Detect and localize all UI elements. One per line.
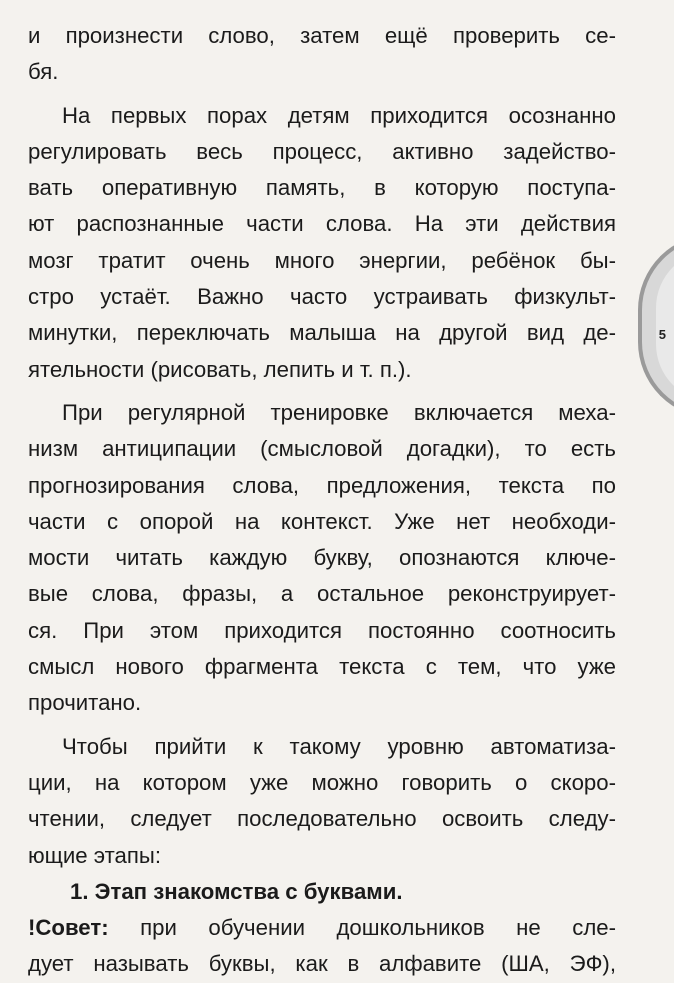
text-line: и произнести слово, затем ещё проверить се- (28, 23, 616, 48)
section-heading: 1. Этап знакомства с буквами. (70, 878, 403, 904)
text-line: вые слова, фразы, а остальное реконструирует- (28, 581, 616, 607)
text-line: стро устаёт. Важно часто устраивать физкульт- (28, 284, 616, 310)
text-line: мозг тратит очень много энергии, ребёнок бы- (28, 247, 616, 273)
page-tab (638, 234, 674, 418)
text-line: ции, на котором уже можно говорить о скоро- (28, 769, 616, 795)
text-line: чтении, следует последовательно освоить следу- (28, 806, 616, 832)
text-line: регулировать весь процесс, активно задейство- (28, 138, 616, 164)
page-tab-inner (656, 250, 674, 402)
tip-label: !Совет: (28, 915, 109, 941)
text-line: низм антиципации (смысловой догадки), то есть (28, 436, 616, 462)
text-line: прогнозирования слова, предложения, текста по (28, 472, 616, 498)
text-line: бя. (28, 59, 59, 85)
tip-text: при обучении дошкольников не сле- (108, 915, 616, 941)
tip-line: дует называть буквы, как в алфавите (ША, ЭФ), (28, 951, 616, 977)
text-line: вать оперативную память, в которую поступа- (28, 175, 616, 201)
text-line: ятельности (рисовать, лепить и т. п.). (28, 356, 412, 382)
text-line: ющие этапы: (28, 842, 162, 868)
page-number: 5 (658, 327, 666, 342)
text-line: При регулярной тренировке включается меха- (62, 399, 616, 425)
text-line: На первых порах детям приходится осознанно (62, 102, 616, 128)
text-line: минутки, переключать малыша на другой вид де- (28, 320, 616, 346)
tip-line (28, 910, 616, 946)
text-line: части с опорой на контекст. Уже нет необходи- (28, 508, 616, 534)
body-text (28, 18, 616, 983)
text-line: смысл нового фрагмента текста с тем, что уже (28, 654, 616, 680)
text-line: ся. При этом приходится постоянно соотносить (28, 617, 616, 643)
text-line: прочитано. (28, 690, 142, 716)
text-line: мости читать каждую букву, опознаются ключе- (28, 545, 616, 571)
text-line: Чтобы прийти к такому уровню автоматиза- (62, 733, 616, 759)
text-line: ют распознанные части слова. На эти действия (28, 211, 616, 237)
